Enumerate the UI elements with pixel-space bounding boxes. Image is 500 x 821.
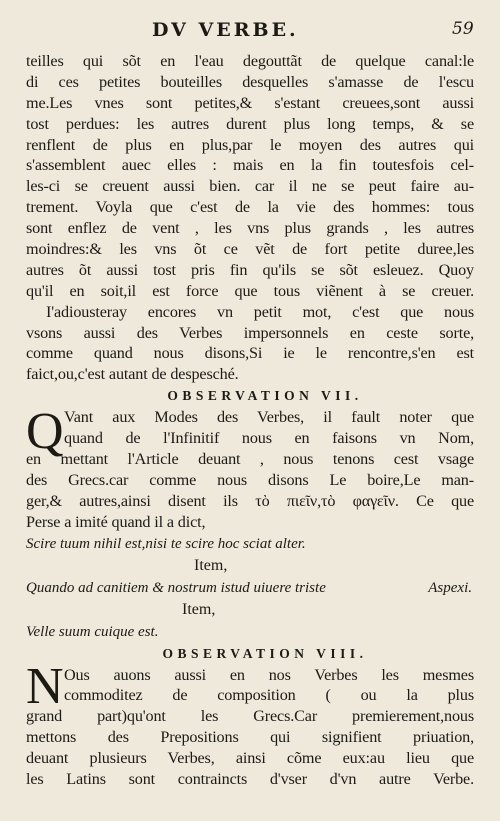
text-line: di ces petites bouteilles desquelles s'amasse de l'escu <box>26 72 474 91</box>
text-line: moindres:& les vns õt ce vẽt de fort petite duree,les <box>26 240 474 259</box>
drop-cap: N <box>26 657 64 715</box>
text-line: faict,ou,c'est autant de despesché. <box>26 365 239 384</box>
text-line: vsons aussi des Verbes impersonnels en ceste sorte, <box>26 323 474 342</box>
text-line: Perse a imité quand il a dict, <box>26 512 206 531</box>
latin-quote-end: Aspexi. <box>428 579 472 596</box>
text-line: tost perdues: les autres durent plus long temps, & se <box>26 114 474 133</box>
text-line: commoditez de composition ( ou la plus <box>64 686 474 705</box>
text-line: Vant aux Modes des Verbes, il fault noter que <box>64 408 474 427</box>
latin-quote <box>26 577 474 599</box>
text-line: teilles qui sõt en l'eau degouttãt de quelque canal:le <box>26 52 474 70</box>
text-line: les-ci se creuent aussi bien. car il ne se peut faire au- <box>26 177 474 196</box>
latin-quote: Velle suum cuique est. <box>26 623 159 640</box>
running-title: DV VERBE. <box>152 19 299 41</box>
text-line: Ous auons aussi en nos Verbes les mesmes <box>64 665 474 684</box>
text-line: deuant plusieurs Verbes, ainsi cõme eux:au lieu que <box>26 749 474 768</box>
body-text <box>26 51 474 790</box>
text-line: renflent de plus en plus,par le moyen des autres qui <box>26 135 474 154</box>
page-header <box>0 19 500 45</box>
item-label: Item, <box>194 556 228 574</box>
text-line: ger,& autres,ainsi disent ils τὸ πιεῖν,τὸ φαγεῖν. Ce que <box>26 491 474 510</box>
item-label: Item, <box>182 600 216 618</box>
text-line: mettons des Prepositions qui signifient priuation, <box>26 728 474 747</box>
paragraph-observation-viii <box>26 657 474 790</box>
text-line: trement. Voyla que c'est de la vie des hommes: tous <box>26 198 474 217</box>
paragraph-observation-vii <box>26 403 474 532</box>
text-line: I'adiousteray encores vn petit mot, c'est que nous <box>46 302 474 321</box>
text-line: comme quand nous disons,Si ie le rencontre,s'en est <box>26 344 474 363</box>
text-line: quand de l'Infinitif nous en faisons vn Nom, <box>64 429 474 448</box>
text-line: les Latins sont contraincts d'vser d'vn autre Verbe. <box>26 770 474 789</box>
page-number: 59 <box>452 19 474 39</box>
text-line: en mettant l'Article deuant , nous tenons cest vsage <box>26 450 474 469</box>
drop-cap: Q <box>26 403 64 461</box>
text-line: qu'il en soit,il est force que tous viẽnent à se creuer. <box>26 281 474 300</box>
latin-quote-text: Quando ad canitiem & nostrum istud uiuere triste <box>26 579 326 596</box>
latin-quote: Scire tuum nihil est,nisi te scire hoc sciat alter. <box>26 535 306 552</box>
text-line: des Grecs.car comme nous disons Le boire,Le man- <box>26 470 474 489</box>
text-line: sont enflez de vent , les vns plus grands , les autres <box>26 219 474 238</box>
text-line: autres õt aussi tost pris fin qu'ils se sõt esleuez. Quoy <box>26 260 474 279</box>
text-line: me.Les vnes sont petites,& s'estant creuees,sont aussi <box>26 93 474 112</box>
section-heading-vii: OBSERVATION VII. <box>167 388 363 404</box>
text-line: grand part)qu'ont les Grecs.Car premierement,nous <box>26 707 474 726</box>
section-heading-viii: OBSERVATION VIII. <box>162 645 368 661</box>
text-line: s'assemblent auec elles : mais en la fin toutesfois cel- <box>26 156 474 175</box>
